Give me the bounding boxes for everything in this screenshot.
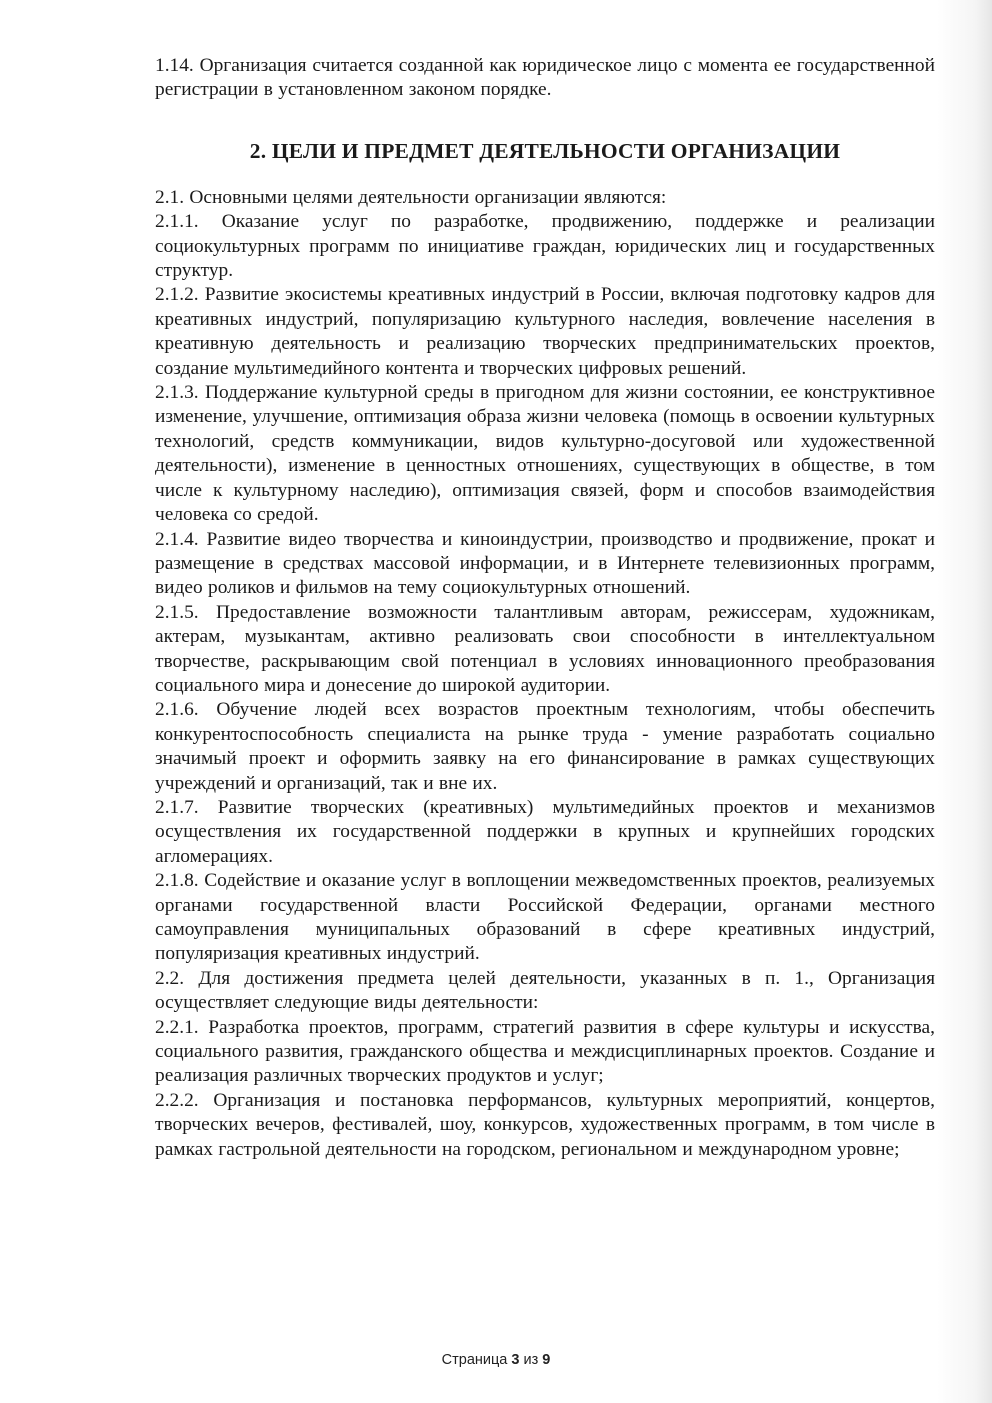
of-label: из — [523, 1352, 539, 1368]
section-title: 2. ЦЕЛИ И ПРЕДМЕТ ДЕЯТЕЛЬНОСТИ ОРГАНИЗАЦИИ — [249, 138, 841, 163]
current-page-number: 3 — [511, 1352, 520, 1368]
paragraph-2-1-5: 2.1.5. Предоставление возможности талантливым авторам, режиссерам, художникам, актерам, музыкантам, активно реализовать свои способности в интеллектуальном творчестве, раскрывающим свой потенциал в условиях инновационного преобразования социального мира и донесение до широкой аудитории. — [155, 601, 935, 696]
paragraph-2-2: 2.2. Для достижения предмета целей деятельности, указанных в п. 1., Организация осуществляет следующие виды деятельности: — [155, 967, 935, 1014]
paragraph-1-14: 1.14. Организация считается созданной как юридическое лицо с момента ее государственной регистрации в установленном законом порядке. — [155, 55, 935, 101]
paragraph-2-1-1: 2.1.1. Оказание услуг по разработке, продвижению, поддержке и реализации социокультурных программ по инициативе граждан, юридических лиц и государственных структур. — [155, 211, 935, 282]
document-body — [155, 54, 935, 1162]
paragraph-2-1: 2.1. Основными целями деятельности организации являются: — [155, 186, 667, 208]
scan-edge-shadow — [937, 0, 992, 1403]
page-label: Страница — [441, 1352, 508, 1368]
total-pages-number: 9 — [542, 1352, 551, 1368]
paragraph-2-2-1: 2.2.1. Разработка проектов, программ, стратегий развития в сфере культуры и искусства, социального развития, гражданского общества и междисциплинарных проектов. Создание и реализация различных творческих продуктов и услуг; — [155, 1016, 935, 1087]
paragraph-2-1-8: 2.1.8. Содействие и оказание услуг в воплощении межведомственных проектов, реализуемых органами государственной власти Российской Федерации, органами местного самоуправления муниципальных образований в сфере креативных индустрий, популяризация креативных индустрий. — [155, 870, 935, 965]
paragraph-2-1-7: 2.1.7. Развитие творческих (креативных) мультимедийных проектов и механизмов осуществления их государственной поддержки в крупных и крупнейших городских агломерациях. — [155, 796, 935, 867]
paragraph-2-1-2: 2.1.2. Развитие экосистемы креативных индустрий в России, включая подготовку кадров для креативных индустрий, популяризацию культурного наследия, вовлечение населения в креативную деятельность и реализацию творческих предпринимательских проектов, создание мультимедийного контента и творческих цифровых решений. — [155, 284, 935, 379]
paragraph-2-1-3: 2.1.3. Поддержание культурной среды в пригодном для жизни состоянии, ее конструктивное изменение, улучшение, оптимизация образа жизни человека (помощь в освоении культурных технологий, средств коммуникации, видов культурно-досуговой или художественной деятельности), изменение в ценностных отношениях, существующих в обществе, в том числе к культурному наследию), оптимизация связей, форм и способов взаимодействия человека со средой. — [155, 382, 935, 526]
paragraph-2-2-2: 2.2.2. Организация и постановка перформансов, культурных мероприятий, концертов, творческих вечеров, фестивалей, шоу, конкурсов, художественных программ, в том числе в рамках гастрольной деятельности на городском, региональном и международном уровне; — [155, 1089, 935, 1160]
paragraph-2-1-6: 2.1.6. Обучение людей всех возрастов проектным технологиям, чтобы обеспечить конкурентоспособность специалиста на рынке труда - умение разработать социально значимый проект и оформить заявку на его финансирование в рамках существующих учреждений и организаций, так и вне их. — [155, 699, 935, 794]
paragraph-2-1-4: 2.1.4. Развитие видео творчества и киноиндустрии, производство и продвижение, прокат и размещение в средствах массовой информации, и в Интернете телевизионных программ, видео роликов и фильмов на тему социокультурных отношений. — [155, 528, 935, 599]
page-footer — [0, 1352, 992, 1368]
